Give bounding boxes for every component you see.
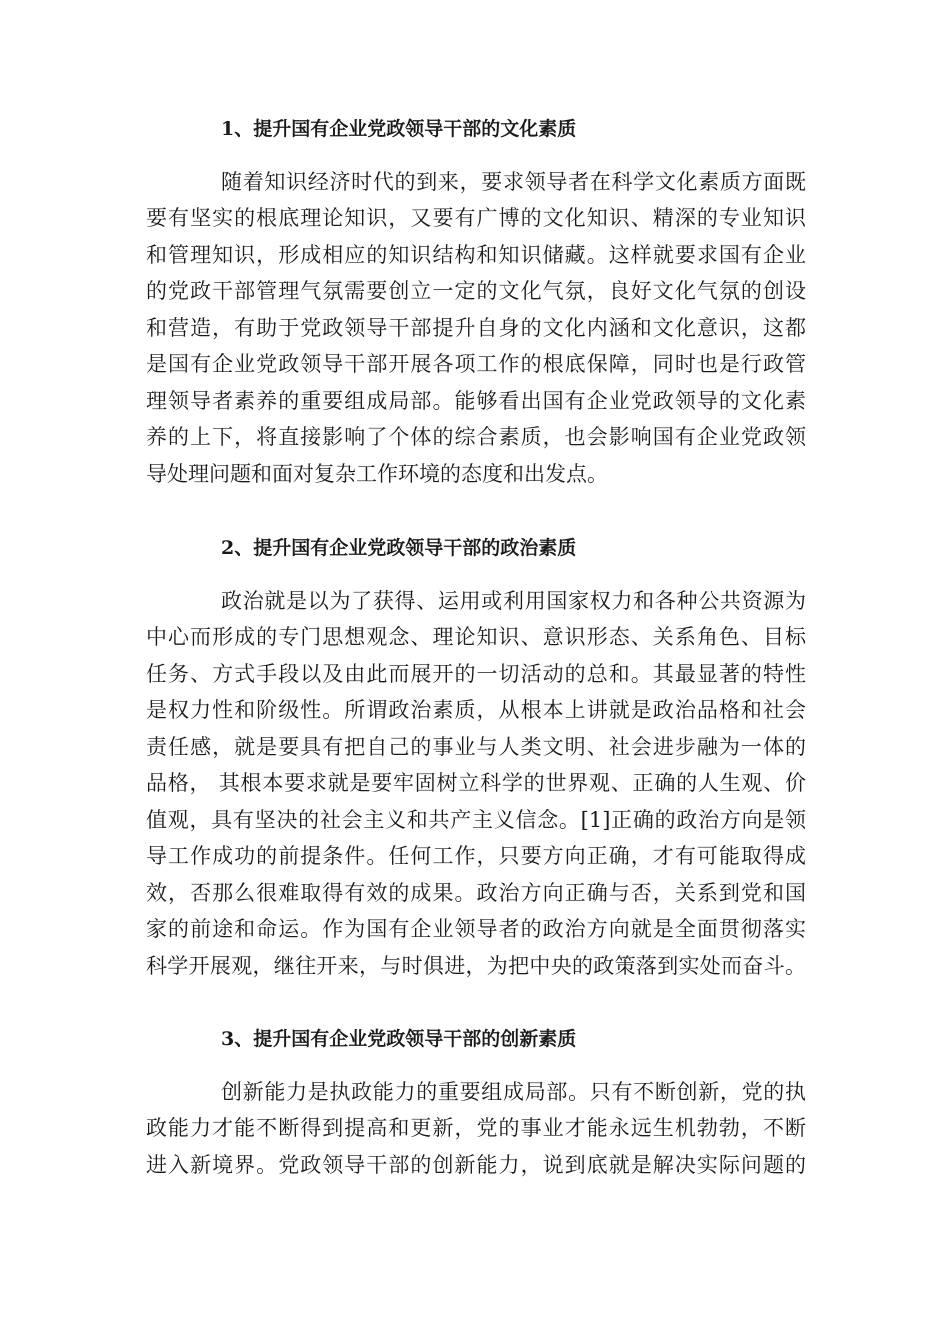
section-1-line-7: 理领导者素养的重要组成局部。能够看出国有企业党政领导的文化素 [146, 389, 806, 413]
section-1-line-5: 和营造，有助于党政领导干部提升自身的文化内涵和文化意识，这都 [146, 316, 806, 340]
section-1-line-1: 随着知识经济时代的到来，要求领导者在科学文化素质方面既 [221, 170, 806, 194]
section-2-line-8: 导工作成功的前提条件。任何工作，只要方向正确，才有可能取得成 [146, 844, 806, 868]
section-2-heading: 2、提升国有企业党政领导干部的政治素质 [221, 537, 577, 559]
section-1-line-3: 和管理知识，形成相应的知识结构和知识储藏。这样就要求国有企业 [146, 243, 806, 267]
section-2-line-2: 中心而形成的专门思想观念、理论知识、意识形态、关系角色、目标 [146, 625, 806, 649]
section-2-line-9: 效，否那么很难取得有效的成果。政治方向正确与否，关系到党和国 [146, 881, 806, 905]
section-2-line-11: 科学开展观，继往开来，与时俱进，为把中央的政策落到实处而奋斗。 [146, 954, 806, 978]
section-1-heading: 1、提升国有企业党政领导干部的文化素质 [221, 118, 577, 140]
section-1-line-2: 要有坚实的根底理论知识，又要有广博的文化知识、精深的专业知识 [146, 206, 806, 230]
section-1-line-4: 的党政干部管理气氛需要创立一定的文化气氛，良好文化气氛的创设 [146, 279, 806, 303]
section-2-line-3: 任务、方式手段以及由此而展开的一切活动的总和。其最显著的特性 [146, 662, 806, 686]
section-1-line-9: 导处理问题和面对复杂工作环境的态度和出发点。 [146, 462, 608, 486]
section-2-line-6: 品格， 其根本要求就是要牢固树立科学的世界观、正确的人生观、价 [146, 771, 806, 795]
section-3-line-3: 进入新境界。党政领导干部的创新能力，说到底就是解决实际问题的 [146, 1153, 806, 1177]
section-2-line-1: 政治就是以为了获得、运用或利用国家权力和各种公共资源为 [221, 589, 806, 613]
section-2-line-5: 责任感，就是要具有把自己的事业与人类文明、社会进步融为一体的 [146, 735, 806, 759]
section-1-line-8: 养的上下，将直接影响了个体的综合素质，也会影响国有企业党政领 [146, 425, 806, 449]
section-3-heading: 3、提升国有企业党政领导干部的创新素质 [221, 1028, 577, 1050]
section-3-line-2: 政能力才能不断得到提高和更新，党的事业才能永远生机勃勃，不断 [146, 1116, 806, 1140]
section-1-line-6: 是国有企业党政领导干部开展各项工作的根底保障，同时也是行政管 [146, 352, 806, 376]
section-3-line-1: 创新能力是执政能力的重要组成局部。只有不断创新，党的执 [221, 1080, 806, 1104]
section-2-line-4: 是权力性和阶级性。所谓政治素质，从根本上讲就是政治品格和社会 [146, 698, 806, 722]
section-2-line-7: 值观，具有坚决的社会主义和共产主义信念。[1]正确的政治方向是领 [146, 808, 806, 832]
section-2-line-10: 家的前途和命运。作为国有企业领导者的政治方向就是全面贯彻落实 [146, 917, 806, 941]
